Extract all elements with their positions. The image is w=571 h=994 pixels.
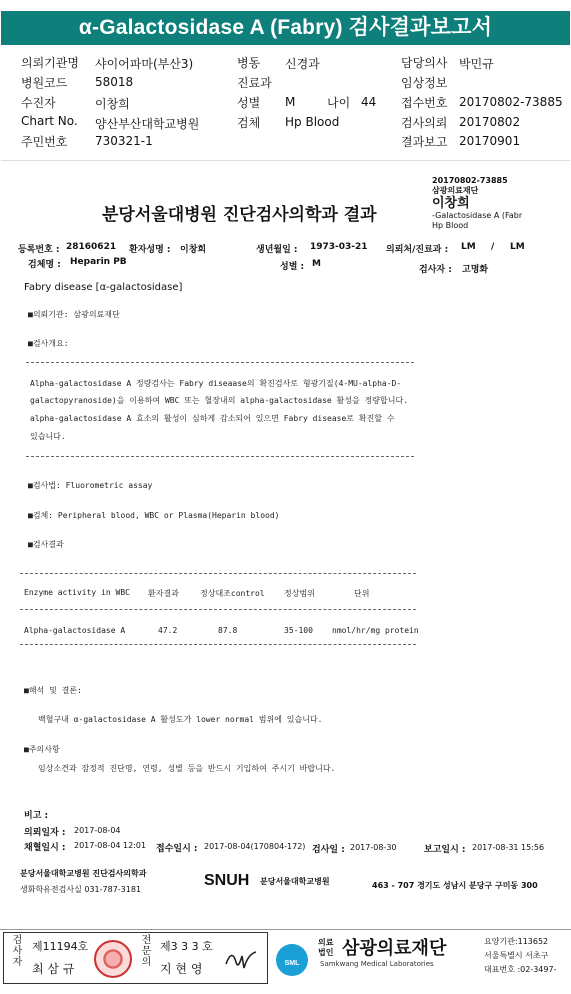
dob-label: 생년월일 : xyxy=(256,245,298,255)
header-value: 이창희 xyxy=(95,97,130,111)
header-label: 나이 xyxy=(327,96,351,110)
table-cell: 47.2 xyxy=(158,626,178,635)
dept-label: 의뢰처/진료과 : xyxy=(386,245,449,255)
header-value: 20170901 xyxy=(459,134,521,148)
test-date: 2017-08-30 xyxy=(350,843,397,852)
table-header: 정상대조control xyxy=(200,589,265,598)
test-date-label: 검사일 : xyxy=(312,845,345,855)
doctor-license: 제3 3 3 호 xyxy=(160,940,213,953)
received-time: 2017-08-04(170804-172) xyxy=(204,842,306,851)
doctor-name: 지 현 영 xyxy=(160,962,203,976)
divider xyxy=(20,609,416,610)
header-value: 58018 xyxy=(95,75,134,89)
label-test: -Galactosidase A (Fabr xyxy=(432,211,523,220)
header-value: 20170802-73885 xyxy=(459,95,563,109)
table-header: 환자결과 xyxy=(148,589,179,598)
reg-label: 등록번호 : xyxy=(18,245,60,255)
header-label: 검사의뢰 xyxy=(401,116,448,130)
result-heading: ■검사결과 xyxy=(28,540,64,549)
sml-logo-icon xyxy=(276,944,308,976)
header-label: 성별 xyxy=(237,96,261,110)
sml-logo-text: SML xyxy=(284,960,300,967)
phone: 대표번호 :02-3497- xyxy=(484,965,557,974)
summary-line: 있습니다. xyxy=(30,432,66,441)
foundation-name: 삼광의료재단 xyxy=(342,938,447,959)
divider xyxy=(26,456,414,457)
reg-number: 28160621 xyxy=(66,242,117,252)
table-header: 정상범위 xyxy=(284,589,315,598)
label-accession: 20170802-73885 xyxy=(432,176,508,185)
header-label: 임상정보 xyxy=(401,76,448,90)
specimen-label xyxy=(432,176,522,231)
scanned-result-document xyxy=(14,166,570,928)
interpretation: 백혈구내 α-galactosidase A 활성도가 lower normal 범위에 있습니다. xyxy=(38,715,323,724)
summary-heading: ■검사개요: xyxy=(28,339,69,348)
notes: 임상소견과 잠정적 진단명, 연령, 성별 등을 반드시 기입하여 주시기 바랍니다. xyxy=(38,764,336,773)
header-value: 730321-1 xyxy=(95,134,153,148)
dept-sep: / xyxy=(491,242,495,252)
location: 서울특별시 서초구 xyxy=(484,951,549,960)
header-label: 진료과 xyxy=(237,76,272,90)
request-date-label: 의뢰일자 : xyxy=(24,828,66,838)
header-label: 주민번호 xyxy=(21,135,68,149)
summary-line: galactopyranoside)을 이용하여 WBC 또는 혈장내의 alpha-galactosidase 활성을 정량합니다. xyxy=(30,396,409,405)
report-date-label: 보고일시 : xyxy=(424,845,466,855)
header-label: 결과보고 xyxy=(401,135,448,149)
method: ■검사법: Fluorometric assay xyxy=(28,481,153,490)
dept-2: LM xyxy=(510,242,525,252)
header-label: 담당의사 xyxy=(401,56,448,70)
collection-label: 채혈일시 : xyxy=(24,843,66,853)
header-value: 신경과 xyxy=(285,57,320,71)
header-label: Chart No. xyxy=(21,114,78,128)
sex-label: 성별 : xyxy=(280,262,305,272)
remark-label: 비고 : xyxy=(24,811,49,821)
org-line: ■의뢰기관: 삼광의료재단 xyxy=(28,310,120,319)
lab-name: 분당서울대학교병원 진단검사의학과 xyxy=(20,869,147,878)
table-header: Enzyme activity in WBC xyxy=(24,588,130,597)
header-label: 접수번호 xyxy=(401,96,448,110)
institution-code: 요양기관:113652 xyxy=(484,937,549,946)
signature-footer xyxy=(0,929,571,994)
header-value: 44 xyxy=(361,95,377,109)
tester: 고명화 xyxy=(462,265,489,275)
report-title-banner: α-Galactosidase A (Fabry) 검사결과보고서 xyxy=(1,11,570,45)
snuh-logo: SNUH xyxy=(204,872,250,889)
patient-name: 이창희 xyxy=(180,245,207,255)
dept-1: LM xyxy=(461,242,476,252)
header-label: 수진자 xyxy=(21,96,56,110)
foundation-english: Samkwang Medical Laboratories xyxy=(320,960,434,968)
header-label: 의뢰기관명 xyxy=(21,56,79,70)
snuh-name: 분당서울대학교병원 xyxy=(260,877,330,886)
header-label: 병동 xyxy=(237,56,261,70)
specialist-vertical-label: 전문의 xyxy=(139,934,150,967)
table-cell: 87.8 xyxy=(218,626,238,635)
specimen-name-label: 검체명 : xyxy=(28,260,61,270)
seal-stamp-icon xyxy=(94,940,132,978)
patient-name-label: 환자성명 : xyxy=(129,245,171,255)
report-date: 2017-08-31 15:56 xyxy=(472,843,545,852)
divider xyxy=(20,573,416,574)
tester-name: 최 삼 규 xyxy=(32,962,75,976)
sex: M xyxy=(312,259,321,269)
table-cell: nmol/hr/mg protein xyxy=(332,626,419,635)
label-specimen: Hp Blood xyxy=(432,221,469,230)
divider xyxy=(20,644,416,645)
notes-heading: ■주의사항 xyxy=(24,745,60,754)
document-title: 분당서울대병원 진단검사의학과 결과 xyxy=(102,205,377,225)
received-label: 접수일시 : xyxy=(156,844,198,854)
tester-license: 제11194호 xyxy=(32,940,89,953)
divider xyxy=(26,362,414,363)
legal-entity: 의료법인 xyxy=(318,938,334,957)
header-value: 샤이어파마(부산3) xyxy=(95,57,194,71)
tester-label: 검사자 : xyxy=(419,265,452,275)
summary-line: Alpha-galactosidase A 정량검사는 Fabry diseaase의 확진검사로 형광기질(4-MU-alpha-D- xyxy=(30,379,402,388)
table-cell: Alpha-galactosidase A xyxy=(24,626,126,635)
header-value: M xyxy=(285,95,296,109)
tester-vertical-label: 검사자 xyxy=(10,934,21,967)
header-info xyxy=(1,44,570,161)
header-value: Hp Blood xyxy=(285,115,340,129)
lab-contact: 생화학유전검사실 031-787-3181 xyxy=(20,885,142,894)
interpretation-heading: ■해석 및 결론: xyxy=(24,686,82,695)
address: 463 - 707 경기도 성남시 분당구 구미동 300 xyxy=(372,881,538,890)
header-label: 병원코드 xyxy=(21,76,68,90)
table-header: 단위 xyxy=(354,589,370,598)
section-title: Fabry disease [α-galactosidase] xyxy=(24,282,183,293)
label-org: 삼광의료재단 xyxy=(432,186,479,195)
header-value: 20170802 xyxy=(459,115,521,129)
summary-line: alpha-galactosidase A 효소의 활성이 심하게 감소되어 있으면 Fabry disease로 확진할 수 xyxy=(30,414,395,423)
collection-time: 2017-08-04 12:01 xyxy=(74,841,147,850)
request-date: 2017-08-04 xyxy=(74,826,121,835)
specimen-name: Heparin PB xyxy=(70,257,127,267)
signature-icon xyxy=(222,944,260,974)
table-cell: 35-100 xyxy=(284,626,313,635)
label-name: 이창희 xyxy=(432,196,470,211)
header-value: 박민규 xyxy=(459,57,494,71)
header-value: 양산부산대학교병원 xyxy=(95,117,200,131)
dob: 1973-03-21 xyxy=(310,242,368,252)
specimen-type: ■검체: Peripheral blood, WBC or Plasma(Heparin blood) xyxy=(28,511,280,520)
header-label: 검체 xyxy=(237,116,261,130)
